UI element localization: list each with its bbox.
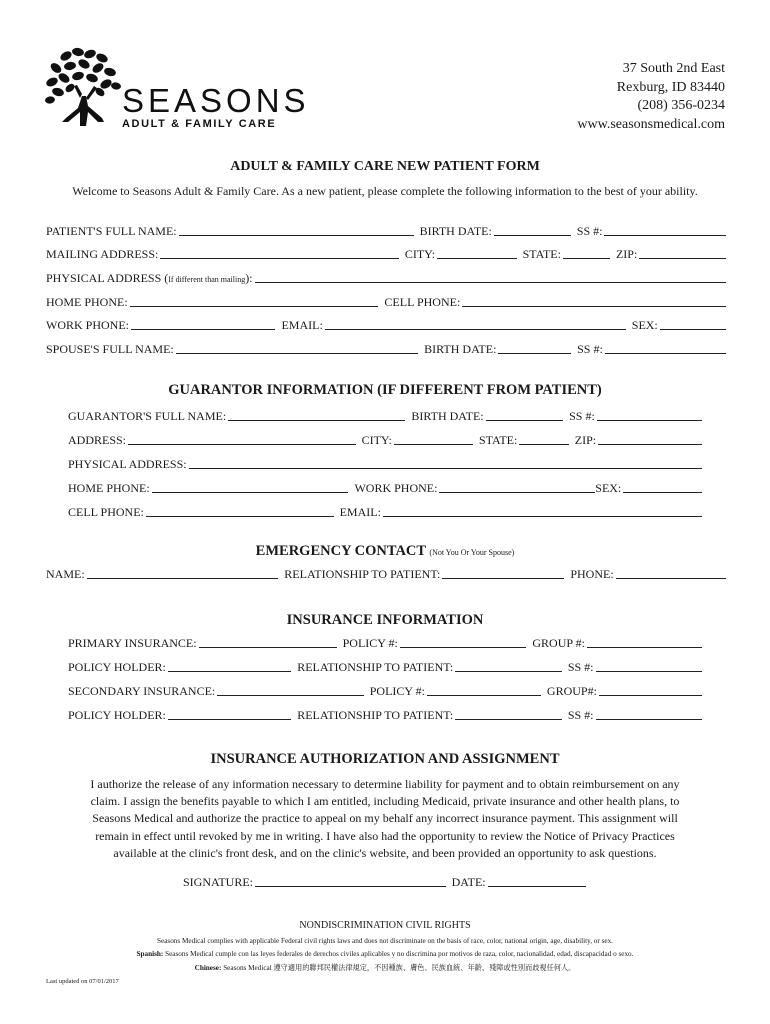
- nondiscrimination-english: Seasons Medical complies with applicable Federal civil rights laws and does not discriminate on the basis of race, color, national origin, age, disability, or sex.: [157, 937, 613, 945]
- guarantor-row-physical: [68, 457, 702, 472]
- primary-ss-field[interactable]: [596, 671, 703, 672]
- tree-icon: [44, 46, 128, 130]
- label: RELATIONSHIP TO PATIENT:: [297, 660, 454, 674]
- physical-note: If different than mailing: [168, 275, 246, 284]
- guarantor-ss-field[interactable]: [597, 420, 702, 421]
- label: PHONE:: [570, 567, 614, 581]
- guarantor-row-address: [68, 433, 702, 448]
- secondary-holder-field[interactable]: [168, 719, 291, 720]
- home-phone-field[interactable]: [130, 306, 379, 307]
- spouse-name-field[interactable]: [176, 353, 418, 354]
- work-phone-field[interactable]: [131, 329, 275, 330]
- city-field[interactable]: [437, 258, 517, 259]
- guarantor-heading: GUARANTOR INFORMATION (IF DIFFERENT FROM PATIENT): [168, 382, 602, 398]
- label: SS #:: [577, 342, 603, 356]
- label: PRIMARY INSURANCE:: [68, 636, 197, 650]
- address-line1: 37 South 2nd East: [622, 61, 725, 76]
- guarantor-row-cell: [68, 505, 702, 520]
- physical-address-field[interactable]: [255, 282, 726, 283]
- label: STATE:: [478, 433, 518, 447]
- emergency-title: EMERGENCY CONTACT: [255, 543, 426, 559]
- label: GROUP #:: [532, 636, 585, 650]
- primary-group-field[interactable]: [587, 647, 702, 648]
- primary-relationship-field[interactable]: [455, 671, 562, 672]
- signature-field[interactable]: [255, 886, 446, 887]
- label: SS #:: [567, 708, 594, 722]
- label: ZIP:: [615, 247, 638, 261]
- label: SEX:: [631, 318, 658, 332]
- label: POLICY HOLDER:: [68, 660, 166, 674]
- guarantor-sex-field[interactable]: [623, 492, 702, 493]
- chinese-text: Seasons Medical 遵守適用的聯邦民權法律規定，不因種族、膚色、民族血統、年齡、殘障或性別而歧視任何人。: [223, 964, 576, 972]
- patient-row-phones: [46, 295, 726, 310]
- label: EMAIL:: [281, 318, 323, 332]
- label: SPOUSE'S FULL NAME:: [46, 342, 174, 356]
- label: HOME PHONE:: [68, 481, 150, 495]
- label: BIRTH DATE:: [411, 409, 484, 423]
- emergency-note: (Not You Or Your Spouse): [429, 548, 515, 557]
- label: NAME:: [46, 567, 85, 581]
- label: CITY:: [361, 433, 392, 447]
- guarantor-row-name: [68, 409, 702, 424]
- authorization-text: [70, 776, 700, 862]
- label: SIGNATURE:: [183, 875, 254, 889]
- secondary-ss-field[interactable]: [596, 719, 703, 720]
- guarantor-birthdate-field[interactable]: [486, 420, 564, 421]
- label: SS #:: [576, 224, 603, 238]
- emergency-relationship-field[interactable]: [442, 578, 564, 579]
- authorization-heading: INSURANCE AUTHORIZATION AND ASSIGNMENT: [210, 751, 560, 767]
- nondiscrimination-heading: NONDISCRIMINATION CIVIL RIGHTS: [299, 920, 471, 931]
- patient-ss-field[interactable]: [604, 235, 726, 236]
- brand-name: SEASONS: [122, 82, 310, 119]
- patient-birthdate-field[interactable]: [494, 235, 571, 236]
- signature-date-field[interactable]: [488, 886, 586, 887]
- patient-row-mailing: [46, 247, 726, 262]
- label: PATIENT'S FULL NAME:: [46, 224, 177, 238]
- label: RELATIONSHIP TO PATIENT:: [297, 708, 454, 722]
- guarantor-zip-field[interactable]: [598, 444, 702, 445]
- label: BIRTH DATE:: [424, 342, 497, 356]
- sex-field[interactable]: [660, 329, 726, 330]
- authorization-line: Seasons Medical and authorize the practice to appeal on my behalf any incorrect insurance payment. This assignment will: [92, 811, 678, 826]
- label: GROUP#:: [546, 684, 597, 698]
- label: WORK PHONE:: [354, 481, 438, 495]
- address-line2: Rexburg, ID 83440: [616, 79, 725, 95]
- emergency-heading: [0, 543, 770, 560]
- label: STATE:: [522, 247, 561, 261]
- patient-row-spouse: [46, 342, 726, 357]
- cell-phone-field[interactable]: [462, 306, 726, 307]
- label: SS #:: [567, 660, 594, 674]
- authorization-line: remain in effect until revoked by me in writing. I have also had the opportunity to review the Notice of Privacy Practices: [95, 828, 675, 843]
- insurance-row-holder1: [68, 660, 702, 675]
- label: CELL PHONE:: [384, 295, 461, 309]
- label: WORK PHONE:: [46, 318, 129, 332]
- clinic-website: www.seasonsmedical.com: [577, 116, 725, 132]
- chinese-label: Chinese:: [194, 964, 222, 972]
- patient-row-name: [46, 224, 726, 239]
- secondary-insurance-field[interactable]: [217, 695, 363, 696]
- label: POLICY HOLDER:: [68, 708, 166, 722]
- label: SEX:: [595, 481, 622, 495]
- label: CITY:: [404, 247, 436, 261]
- label: DATE:: [451, 875, 486, 889]
- emergency-phone-field[interactable]: [616, 578, 726, 579]
- guarantor-cell-field[interactable]: [146, 516, 334, 517]
- guarantor-email-field[interactable]: [383, 516, 702, 517]
- form-title: ADULT & FAMILY CARE NEW PATIENT FORM: [230, 159, 540, 174]
- insurance-heading: INSURANCE INFORMATION: [286, 612, 484, 628]
- nondiscrimination-chinese: [0, 963, 770, 973]
- label: HOME PHONE:: [46, 295, 128, 309]
- guarantor-home-phone-field[interactable]: [152, 492, 349, 493]
- spouse-ss-field[interactable]: [605, 353, 726, 354]
- email-field[interactable]: [325, 329, 626, 330]
- guarantor-city-field[interactable]: [394, 444, 473, 445]
- spanish-text: Seasons Medical cumple con las leyes federales de derechos civiles aplicables y no discrimina por motivos de raza, color, nacionalidad, edad, discapacidad o sexo.: [165, 950, 634, 958]
- label: BIRTH DATE:: [419, 224, 492, 238]
- nondiscrimination-spanish: [0, 950, 770, 958]
- state-field[interactable]: [563, 258, 610, 259]
- emergency-row: [46, 567, 726, 582]
- brand: [122, 84, 310, 130]
- authorization-line: claim. I assign the benefits payable to which I am entitled, including Medicaid, private insurance and other health plans, to: [90, 794, 680, 809]
- label: GUARANTOR'S FULL NAME:: [68, 409, 227, 423]
- patient-name-field[interactable]: [179, 235, 414, 236]
- spanish-label: Spanish:: [136, 950, 164, 958]
- label: POLICY #:: [369, 684, 425, 698]
- guarantor-state-field[interactable]: [519, 444, 568, 445]
- brand-subtitle: ADULT & FAMILY CARE: [122, 118, 277, 130]
- guarantor-work-phone-field[interactable]: [439, 492, 595, 493]
- label: ADDRESS:: [68, 433, 127, 447]
- label: RELATIONSHIP TO PATIENT:: [284, 567, 441, 581]
- patient-row-work: [46, 318, 726, 333]
- label: CELL PHONE:: [68, 505, 144, 519]
- primary-insurance-field[interactable]: [199, 647, 337, 648]
- clinic-address-block: [577, 60, 725, 134]
- secondary-group-field[interactable]: [599, 695, 702, 696]
- patient-row-physical: [46, 271, 726, 286]
- secondary-relationship-field[interactable]: [455, 719, 562, 720]
- label: PHYSICAL ADDRESS:: [68, 457, 187, 471]
- insurance-row-primary: [68, 636, 702, 651]
- guarantor-row-phones: [68, 481, 702, 496]
- label: EMAIL:: [339, 505, 381, 519]
- label: SS #:: [569, 409, 595, 423]
- authorization-line: I authorize the release of any information necessary to determine liability for payment and to obtain reimbursement on any: [90, 777, 680, 791]
- signature-row: [183, 875, 586, 890]
- secondary-policy-field[interactable]: [427, 695, 541, 696]
- mailing-address-field[interactable]: [160, 258, 399, 259]
- authorization-line: available at the clinic's front desk, and on the clinic's website, and been provided an opportunity to ask questions.: [113, 845, 657, 860]
- label: MAILING ADDRESS:: [46, 247, 159, 261]
- label: ZIP:: [574, 433, 597, 447]
- welcome-text: Welcome to Seasons Adult & Family Care. As a new patient, please complete the following information to the best of your ability.: [72, 184, 698, 198]
- clinic-phone: (208) 356-0234: [637, 98, 725, 113]
- zip-field[interactable]: [639, 258, 726, 259]
- physical-label: PHYSICAL ADDRESS (: [46, 271, 169, 285]
- physical-close: ):: [245, 271, 253, 285]
- primary-policy-field[interactable]: [400, 647, 527, 648]
- label: [46, 271, 255, 286]
- last-updated: Last updated on 07/01/2017: [46, 978, 119, 985]
- insurance-row-secondary: [68, 684, 702, 699]
- insurance-row-holder2: [68, 708, 702, 723]
- guarantor-address-field[interactable]: [128, 444, 356, 445]
- guarantor-name-field[interactable]: [228, 420, 405, 421]
- label: SECONDARY INSURANCE:: [68, 684, 216, 698]
- spouse-birthdate-field[interactable]: [498, 353, 571, 354]
- primary-holder-field[interactable]: [168, 671, 291, 672]
- label: POLICY #:: [342, 636, 398, 650]
- emergency-name-field[interactable]: [87, 578, 279, 579]
- guarantor-physical-field[interactable]: [189, 468, 702, 469]
